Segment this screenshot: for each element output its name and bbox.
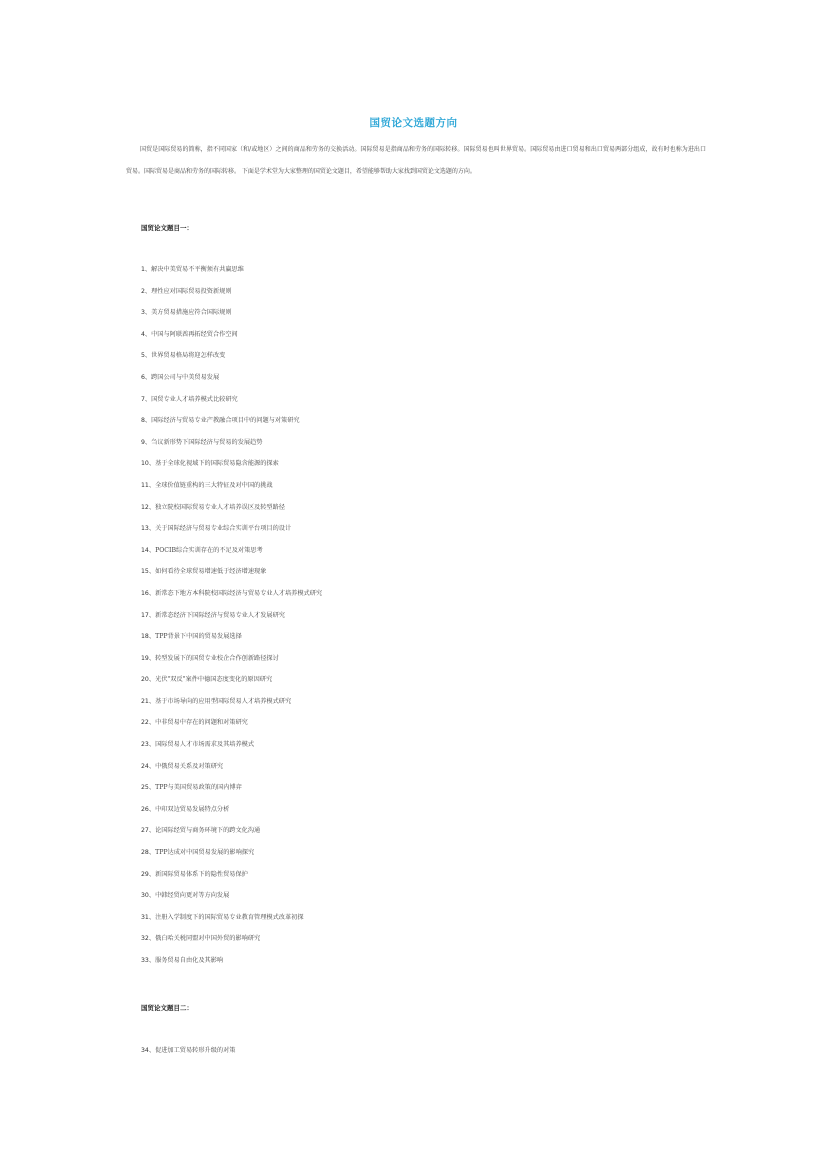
list-item xyxy=(141,717,322,739)
list-item xyxy=(141,502,322,524)
document-title: 国贸论文选题方向 xyxy=(369,117,458,129)
item-number: 4、 xyxy=(141,330,152,338)
item-text: 新国际贸易体系下的隐性贸易保护 xyxy=(155,870,248,878)
item-text: 刍议新形势下国际经济与贸易的发展趋势 xyxy=(151,438,263,446)
intro-paragraph: 国贸是国际贸易的简称，指不同国家（和/或地区）之间的商品和劳务的交换活动。国际贸易是指商品和劳务的国际转移。国际贸易也叫世界贸易。国际贸易由进口贸易和出口贸易两部分组成，故有时也称为进出口贸易。国际贸易是商品和劳务的国际转移。 下面是学术堂为大家整理的国贸论文题目，希望能够帮助大家找到国贸论文选题的方向。 xyxy=(126,146,706,175)
list-item xyxy=(141,350,322,372)
list-item xyxy=(141,566,322,588)
list-item xyxy=(141,588,322,610)
list-item xyxy=(141,458,322,480)
item-number: 14、 xyxy=(141,546,156,554)
item-number: 21、 xyxy=(141,697,156,705)
item-text: 解决中美贸易不平衡须有共赢思维 xyxy=(151,266,244,273)
list-item xyxy=(141,804,322,826)
list-item xyxy=(141,761,322,783)
list-item xyxy=(141,394,322,416)
item-text: 美方贸易措施应符合国际规则 xyxy=(151,309,232,317)
list-item xyxy=(141,912,322,934)
item-text: 转型发展下的国贸专业校企合作创新路径探讨 xyxy=(155,654,279,662)
item-number: 28、 xyxy=(141,849,156,857)
list-item xyxy=(141,869,322,891)
item-text: 国贸专业人才培养模式比较研究 xyxy=(151,395,238,403)
topic-list-1 xyxy=(141,264,322,977)
list-item xyxy=(141,1045,236,1067)
section-heading-2: 国贸论文题目二： xyxy=(141,1004,193,1012)
list-item xyxy=(141,847,322,869)
item-number: 27、 xyxy=(141,827,156,835)
item-number: 10、 xyxy=(141,460,156,468)
list-item xyxy=(141,631,322,653)
item-text: 国际经济与贸易专业产教融合项目中的问题与对策研究 xyxy=(151,417,300,425)
item-text: 中非贸易中存在的问题和对策研究 xyxy=(155,719,248,727)
item-number: 13、 xyxy=(141,525,156,533)
item-text: 国际贸易人才市场需求及其培养模式 xyxy=(155,741,255,749)
item-text: 中国与阿联酋再拓经贸合作空间 xyxy=(151,330,238,338)
item-text: 关于国际经济与贸易专业综合实训平台项目的设计 xyxy=(155,525,292,533)
list-item xyxy=(141,739,322,761)
item-number: 6、 xyxy=(141,373,152,381)
item-text: 基于全球化视域下的国际贸易隐含能源的探索 xyxy=(155,460,279,468)
item-number: 8、 xyxy=(141,417,152,425)
item-number: 18、 xyxy=(141,633,156,641)
list-item xyxy=(141,610,322,632)
item-number: 30、 xyxy=(141,892,156,900)
list-item xyxy=(141,480,322,502)
item-text: 世界贸易格局将迎怎样改变 xyxy=(151,352,226,360)
item-text: TPP背景下中国的贸易发展选择 xyxy=(155,633,242,641)
item-number: 17、 xyxy=(141,611,156,619)
item-number: 34、 xyxy=(141,1047,156,1054)
list-item xyxy=(141,933,322,955)
list-item xyxy=(141,264,322,286)
item-text: TPP达成对中国贸易发展的影响探究 xyxy=(155,849,255,857)
list-item xyxy=(141,955,322,977)
item-number: 24、 xyxy=(141,762,156,770)
item-number: 19、 xyxy=(141,654,156,662)
item-number: 26、 xyxy=(141,805,156,813)
item-number: 15、 xyxy=(141,568,156,576)
item-text: 新常态下地方本科院校国际经济与贸易专业人才培养模式研究 xyxy=(155,589,323,597)
item-text: 如何看待全球贸易增速低于经济增速现象 xyxy=(155,568,267,576)
item-number: 7、 xyxy=(141,395,152,403)
list-item xyxy=(141,653,322,675)
item-number: 11、 xyxy=(141,481,156,489)
item-number: 5、 xyxy=(141,352,152,360)
item-text: 跨国公司与中美贸易发展 xyxy=(151,373,220,381)
item-text: 理性应对国际贸易投资新规则 xyxy=(151,287,232,295)
list-item xyxy=(141,307,322,329)
item-text: 中韩经贸向更对等方向发展 xyxy=(155,892,230,900)
item-text: 中俄贸易关系及对策研究 xyxy=(155,762,224,770)
list-item xyxy=(141,329,322,351)
list-item xyxy=(141,523,322,545)
list-item xyxy=(141,286,322,308)
item-text: 光伏"双反"案件中德国态度变化的原因研究 xyxy=(155,676,273,684)
list-item xyxy=(141,696,322,718)
list-item xyxy=(141,437,322,459)
item-number: 29、 xyxy=(141,870,156,878)
section-heading-1: 国贸论文题目一： xyxy=(141,224,193,232)
item-text: TPP与美国贸易政策的国内博弈 xyxy=(155,784,242,792)
item-text: 论国际经贸与商务环境下的跨文化沟通 xyxy=(155,827,261,835)
item-number: 2、 xyxy=(141,287,152,295)
list-item xyxy=(141,415,322,437)
item-number: 12、 xyxy=(141,503,156,511)
list-item xyxy=(141,674,322,696)
item-number: 3、 xyxy=(141,309,152,317)
list-item xyxy=(141,825,322,847)
item-text: 促进加工贸易转形升级的对策 xyxy=(155,1047,236,1054)
item-text: 注册入学制度下的国际贸易专业教育管理模式改革初探 xyxy=(155,913,304,921)
item-number: 31、 xyxy=(141,913,156,921)
item-text: 俄白哈关税同盟对中国外贸的影响研究 xyxy=(155,935,261,943)
list-item xyxy=(141,782,322,804)
item-text: 新常态经济下国际经济与贸易专业人才发展研究 xyxy=(155,611,285,619)
item-text: 独立院校国际贸易专业人才培养误区及转型路径 xyxy=(155,503,285,511)
topic-list-2 xyxy=(141,1045,236,1067)
item-number: 23、 xyxy=(141,741,156,749)
item-number: 16、 xyxy=(141,589,156,597)
item-number: 25、 xyxy=(141,784,156,792)
item-number: 20、 xyxy=(141,676,156,684)
item-number: 33、 xyxy=(141,957,156,964)
list-item xyxy=(141,890,322,912)
item-number: 9、 xyxy=(141,438,152,446)
item-number: 22、 xyxy=(141,719,156,727)
item-text: 全球价值链重构的三大特征及对中国的挑战 xyxy=(155,481,273,489)
item-number: 32、 xyxy=(141,935,156,943)
item-text: POCIB综合实训存在的不足及对策思考 xyxy=(155,546,263,554)
item-number: 1、 xyxy=(141,266,152,273)
item-text: 中印双边贸易发展特点分析 xyxy=(155,805,230,813)
item-text: 服务贸易自由化及其影响 xyxy=(155,957,224,964)
item-text: 基于市场导向的应用型国际贸易人才培养模式研究 xyxy=(155,697,292,705)
list-item xyxy=(141,372,322,394)
list-item xyxy=(141,545,322,567)
